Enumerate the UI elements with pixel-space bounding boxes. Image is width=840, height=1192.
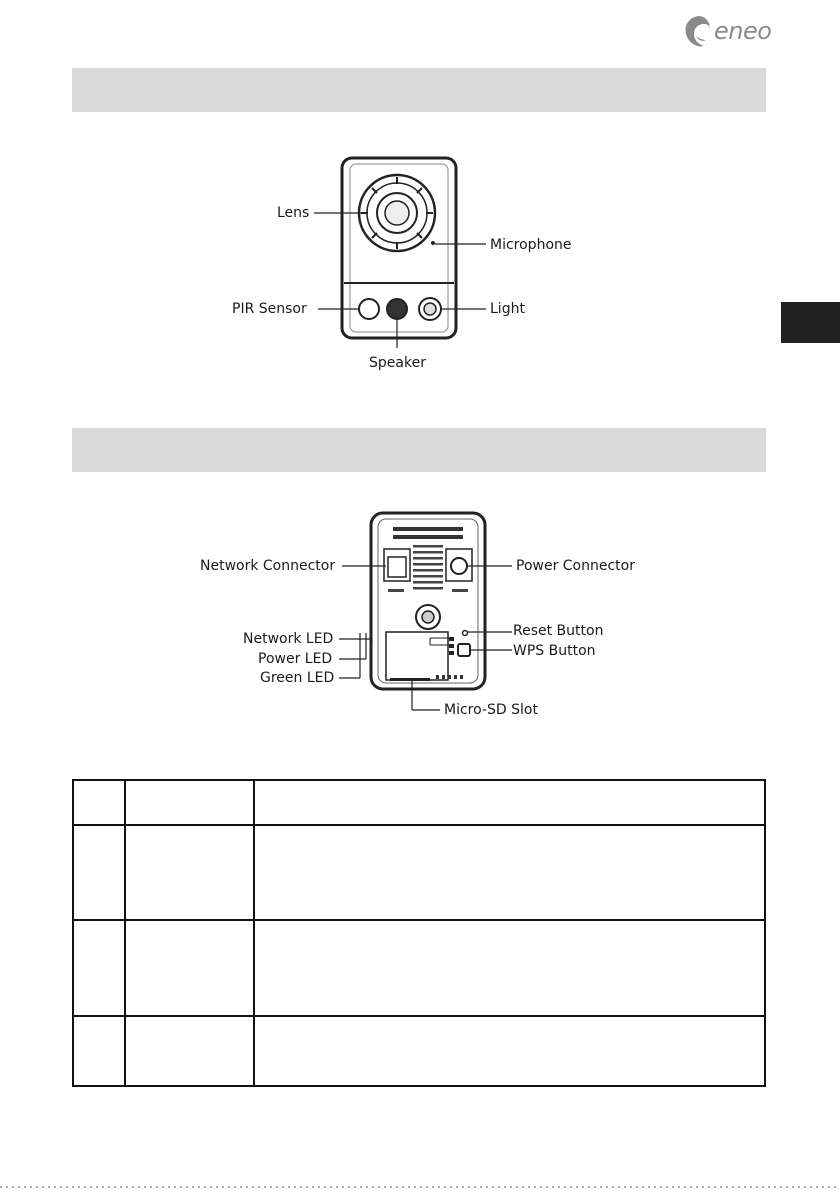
pir-sensor-shape <box>359 299 379 319</box>
label-lens: Lens <box>277 205 310 221</box>
microphone-dot <box>431 241 435 245</box>
label-power-led: Power LED <box>258 651 333 667</box>
label-micro-sd-slot: Micro-SD Slot <box>444 702 538 718</box>
power-led-shape <box>449 644 454 648</box>
page-edge-dots <box>0 1186 840 1188</box>
component-table <box>72 779 766 1087</box>
micro-sd-slot-shape <box>390 678 430 681</box>
eneo-logo <box>682 14 782 54</box>
section-heading-band-rear <box>72 428 766 472</box>
table-row-divider <box>74 919 764 921</box>
label-network-led: Network LED <box>243 631 334 647</box>
section-heading-band-front <box>72 68 766 112</box>
network-port-shape <box>388 557 406 577</box>
eneo-logo-icon <box>682 14 714 50</box>
label-plate <box>386 632 448 680</box>
power-port-shape <box>451 558 467 574</box>
label-green-led: Green LED <box>260 670 335 686</box>
label-microphone: Microphone <box>490 237 572 253</box>
table-header-divider <box>74 824 764 826</box>
label-power-connector: Power Connector <box>516 558 635 574</box>
chapter-tab <box>781 302 840 343</box>
label-pir-sensor: PIR Sensor <box>232 301 307 317</box>
label-reset-button: Reset Button <box>513 623 604 639</box>
network-led-shape <box>449 637 454 641</box>
table-row-divider <box>74 1015 764 1017</box>
table-column-divider <box>253 781 255 1085</box>
rear-view-diagram <box>190 505 650 725</box>
green-led-shape <box>449 651 454 655</box>
table-column-divider <box>124 781 126 1085</box>
label-speaker: Speaker <box>369 355 426 371</box>
label-network-connector: Network Connector <box>200 558 336 574</box>
front-view-diagram <box>220 150 620 380</box>
label-wps-button: WPS Button <box>513 643 596 659</box>
label-light: Light <box>490 301 525 317</box>
wps-button-shape <box>458 644 470 656</box>
brand-name: eneo <box>714 17 772 45</box>
speaker-shape <box>387 299 407 319</box>
reset-button-shape <box>463 631 468 636</box>
lens-center <box>385 201 409 225</box>
